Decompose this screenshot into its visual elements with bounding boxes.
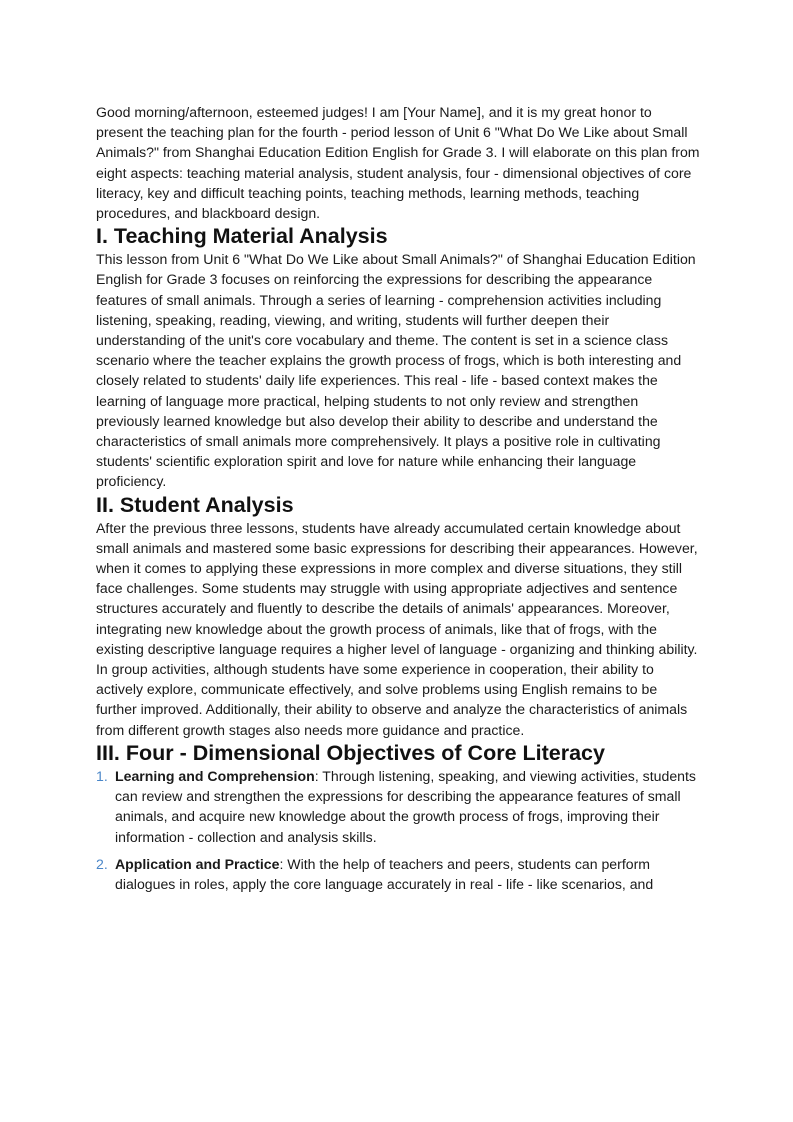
list-item xyxy=(96,766,700,847)
objectives-list xyxy=(96,766,700,894)
list-item-text: : Through listening, speaking, and viewing activities, students can review and strengthen the expressions for describing the appearance features of small animals, and acquire new knowledge about the growth process of frogs, improving their information - collection and analysis skills. xyxy=(115,767,696,845)
teaching-material-paragraph: This lesson from Unit 6 "What Do We Like about Small Animals?" of Shanghai Education Edition English for Grade 3 focuses on reinforcing the expressions for describing the appearance features of small animals. Through a series of learning - comprehension activities including listening, speaking, reading, viewing, and writing, students will further deepen their understanding of the unit's core vocabulary and theme. The content is set in a science class scenario where the teacher explains the growth process of frogs, which is both interesting and closely related to students' daily life experiences. This real - life - based context makes the learning of language more practical, helping students to not only review and strengthen previously learned knowledge but also develop their ability to describe and understand the characteristics of small animals more comprehensively. It plays a positive role in cultivating students' scientific exploration spirit and love for nature while enhancing their language proficiency. xyxy=(96,251,696,490)
section-heading-teaching-material: I. Teaching Material Analysis xyxy=(96,224,388,249)
list-item-number: 1. xyxy=(96,767,108,784)
list-item xyxy=(96,854,700,894)
student-analysis-paragraph: After the previous three lessons, students have already accumulated certain knowledge about small animals and mastered some basic expressions for describing their appearances. However, when it comes to applying these expressions in more complex and diverse situations, they still face challenges. Some students may struggle with using appropriate adjectives and sentence structures accurately and fluently to describe the details of animals' appearances. Moreover, integrating new knowledge about the growth process of animals, like that of frogs, with the existing descriptive language requires a higher level of language - organizing and thinking ability. In group activities, although students have some experience in cooperation, their ability to actively explore, communicate effectively, and solve problems using English remains to be further improved. Additionally, their ability to observe and analyze the characteristics of animals from different growth stages also needs more guidance and practice. xyxy=(96,519,698,738)
section-heading-objectives: III. Four - Dimensional Objectives of Core Literacy xyxy=(96,740,605,765)
document-page xyxy=(96,102,700,901)
intro-paragraph: Good morning/afternoon, esteemed judges! I am [Your Name], and it is my great honor to present the teaching plan for the fourth - period lesson of Unit 6 "What Do We Like about Small Animals?" from Shanghai Education Edition English for Grade 3. I will elaborate on this plan from eight aspects: teaching material analysis, student analysis, four - dimensional objectives of core literacy, key and difficult teaching points, teaching methods, learning methods, teaching procedures, and blackboard design. xyxy=(96,104,700,222)
section-heading-student-analysis: II. Student Analysis xyxy=(96,492,294,517)
list-item-text: : With the help of teachers and peers, students can perform dialogues in roles, apply the core language accurately in real - life - like scenarios, and xyxy=(115,855,654,892)
list-item-number: 2. xyxy=(96,855,108,872)
list-item-term: Application and Practice xyxy=(115,855,280,872)
list-item-term: Learning and Comprehension xyxy=(115,767,315,784)
